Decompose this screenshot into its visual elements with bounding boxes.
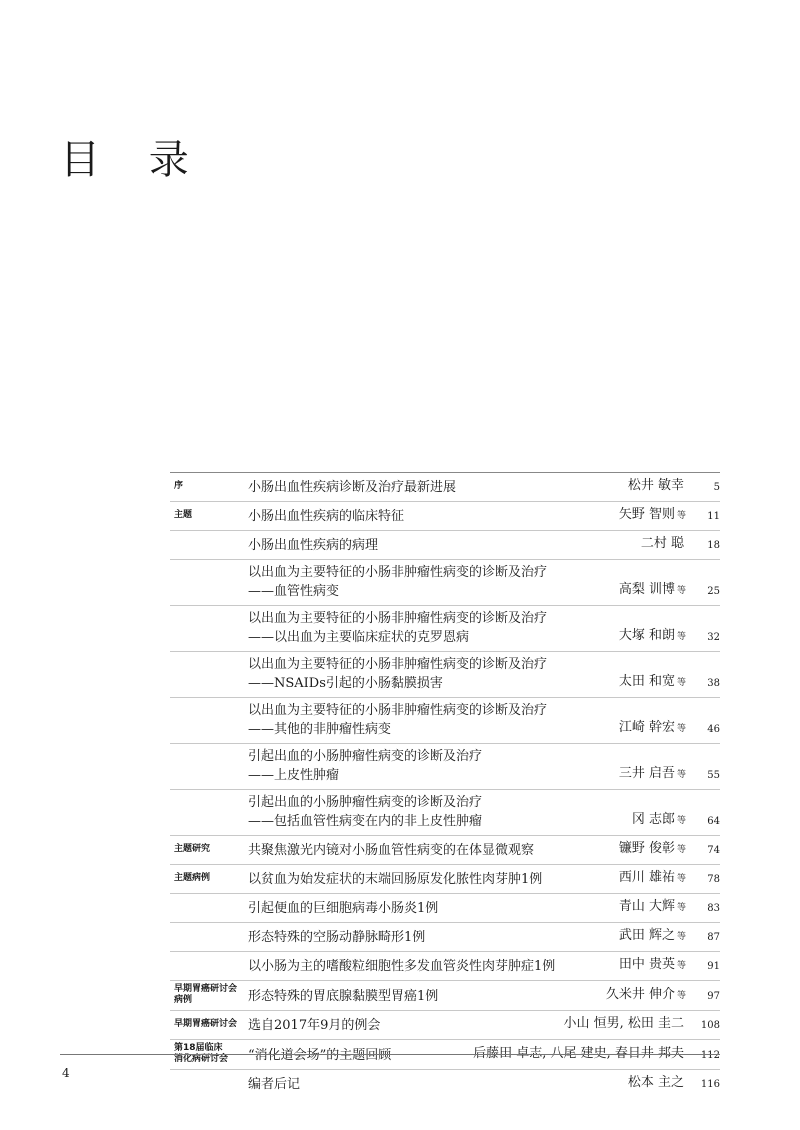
toc-page-number: 11: [707, 511, 720, 522]
toc-entry[interactable]: [170, 1011, 720, 1040]
toc-title-line: 形态特殊的空肠动静脉畸形1例: [248, 930, 426, 945]
toc-title: [248, 478, 628, 497]
toc-author-etc: 等: [676, 678, 686, 688]
toc-title-line: ——其他的非肿瘤性病变: [248, 722, 392, 737]
page-number: 4: [62, 1066, 70, 1080]
toc-title-line: 小肠出血性疾病诊断及治疗最新进展: [248, 480, 457, 495]
toc-author-etc: 等: [676, 770, 686, 780]
toc-author-name: 后藤田 卓志, 八尾 建史, 春日井 邦夫: [473, 1046, 684, 1061]
toc-category: [170, 701, 248, 739]
toc-entry[interactable]: [170, 1040, 720, 1070]
toc-title-line: ——上皮性肿瘤: [248, 768, 340, 783]
toc-title-line: “消化道会场”的主题回顾: [248, 1048, 392, 1063]
toc-title-line: 形态特殊的胃底腺黏膜型胃癌1例: [248, 989, 439, 1004]
toc-page-number: 64: [707, 816, 720, 827]
toc-author: [619, 839, 686, 860]
toc-entry[interactable]: [170, 606, 720, 652]
toc-category: [170, 534, 248, 555]
toc-category: 主题: [174, 510, 193, 520]
toc-title: [248, 1075, 628, 1094]
toc-author: [606, 985, 686, 1006]
toc-entry[interactable]: [170, 652, 720, 698]
toc-entry[interactable]: [170, 981, 720, 1011]
toc-entry[interactable]: [170, 952, 720, 981]
toc-author-name: 武田 辉之: [618, 928, 675, 943]
toc-page-number: 116: [700, 1079, 720, 1090]
toc-author-etc: 等: [676, 845, 686, 855]
toc-author-name: 三井 启吾: [618, 766, 675, 781]
toc-author-name: 矢野 智则: [618, 507, 675, 522]
toc-title: [248, 701, 619, 739]
toc-author-name: 青山 大辉: [618, 899, 675, 914]
toc-category: [170, 1073, 248, 1094]
toc-title: [248, 957, 619, 976]
table-of-contents: [170, 472, 720, 1098]
toc-author-etc: 等: [676, 932, 686, 942]
toc-title: [248, 747, 619, 785]
toc-author-name: 松本 主之: [627, 1075, 684, 1090]
toc-entry[interactable]: [170, 744, 720, 790]
toc-author-etc: 等: [676, 991, 686, 1001]
toc-category: [170, 793, 248, 831]
toc-author-etc: 等: [676, 632, 686, 642]
toc-author-etc: 等: [676, 961, 686, 971]
toc-entry[interactable]: [170, 790, 720, 836]
toc-title-line: 以出血为主要特征的小肠非肿瘤性病变的诊断及治疗: [248, 565, 548, 580]
toc-title: [248, 536, 641, 555]
toc-author: [619, 897, 686, 918]
toc-entry[interactable]: [170, 865, 720, 894]
toc-title-line: 小肠出血性疾病的临床特征: [248, 509, 405, 524]
toc-author-etc: 等: [676, 586, 686, 596]
toc-title-line: 引起出血的小肠肿瘤性病变的诊断及治疗: [248, 795, 483, 810]
toc-title-line: 以小肠为主的嗜酸粒细胞性多发血管炎性肉芽肿症1例: [248, 959, 556, 974]
toc-title-line: 以出血为主要特征的小肠非肿瘤性病变的诊断及治疗: [248, 703, 548, 718]
toc-author-name: 镰野 俊彰: [618, 841, 675, 856]
toc-title: [248, 841, 619, 860]
toc-title: [248, 987, 606, 1006]
toc-entry[interactable]: [170, 560, 720, 606]
toc-title-line: 编者后记: [248, 1077, 301, 1092]
toc-author-name: 大塚 和朗: [618, 628, 675, 643]
toc-page-number: 38: [707, 678, 720, 689]
toc-page-number: 83: [707, 903, 720, 914]
toc-title: [248, 1046, 473, 1065]
toc-author-etc: 等: [676, 903, 686, 913]
toc-category: [170, 897, 248, 918]
toc-title: [248, 899, 619, 918]
toc-title: [248, 870, 619, 889]
toc-title-line: ——包括血管性病变在内的非上皮性肿瘤: [248, 814, 483, 829]
toc-entry[interactable]: [170, 502, 720, 531]
toc-page-number: 74: [707, 845, 720, 856]
toc-page-number: 78: [707, 874, 720, 885]
toc-page-number: 91: [707, 961, 720, 972]
toc-title-line: 以出血为主要特征的小肠非肿瘤性病变的诊断及治疗: [248, 611, 548, 626]
toc-title: [248, 655, 619, 693]
toc-author: [628, 1073, 686, 1094]
toc-author: [632, 810, 686, 831]
toc-page-number: 18: [707, 540, 720, 551]
toc-category: [170, 563, 248, 601]
toc-title-line: 以出血为主要特征的小肠非肿瘤性病变的诊断及治疗: [248, 657, 548, 672]
toc-title: [248, 1016, 563, 1035]
toc-author-name: 高梨 训博: [618, 582, 675, 597]
toc-author: [619, 955, 686, 976]
toc-category: [170, 747, 248, 785]
footer-divider: [60, 1054, 720, 1055]
toc-author-name: 冈 志郎: [631, 812, 675, 827]
page-title: 目 录: [60, 137, 207, 183]
toc-author: [563, 1014, 686, 1035]
toc-author-name: 西川 雄祐: [618, 870, 675, 885]
toc-category: 早期胃癌研讨会: [174, 1019, 238, 1029]
toc-author: [619, 626, 686, 647]
toc-author: [619, 764, 686, 785]
toc-title-line: 共聚焦激光内镜对小肠血管性病变的在体显微观察: [248, 843, 535, 858]
toc-category: [170, 655, 248, 693]
toc-title: [248, 928, 619, 947]
toc-category: 序: [174, 481, 184, 491]
toc-page-number: 46: [707, 724, 720, 735]
toc-title-line: ——NSAIDs引起的小肠黏膜损害: [248, 676, 443, 691]
toc-title: [248, 507, 619, 526]
toc-page-number: 32: [707, 632, 720, 643]
toc-author-name: 江崎 幹宏: [618, 720, 675, 735]
toc-page-number: 5: [713, 482, 720, 493]
toc-author: [619, 505, 686, 526]
toc-author: [619, 718, 686, 739]
toc-author-etc: 等: [676, 874, 686, 884]
toc-category: 主题病例: [174, 873, 211, 883]
toc-title-line: 以贫血为始发症状的末端回肠原发化脓性肉芽肿1例: [248, 872, 543, 887]
toc-category: [170, 926, 248, 947]
toc-entry[interactable]: [170, 698, 720, 744]
toc-entry[interactable]: [170, 473, 720, 502]
toc-author-name: 小山 恒男, 松田 圭二: [563, 1016, 684, 1031]
toc-entry[interactable]: [170, 923, 720, 952]
toc-author: [641, 534, 686, 555]
toc-title-line: ——血管性病变: [248, 584, 340, 599]
toc-title: [248, 563, 619, 601]
toc-page-number: 87: [707, 932, 720, 943]
toc-author-name: 松井 敏幸: [627, 478, 684, 493]
toc-page-number: 25: [707, 586, 720, 597]
toc-page-number: 97: [707, 991, 720, 1002]
toc-category: [170, 609, 248, 647]
toc-author-name: 太田 和宽: [618, 674, 675, 689]
toc-author: [619, 672, 686, 693]
toc-category: [170, 955, 248, 976]
toc-page-number: 55: [707, 770, 720, 781]
toc-title-line: 选自2017年9月的例会: [248, 1018, 381, 1033]
toc-page-number: 112: [700, 1050, 720, 1061]
toc-category: 主题研究: [174, 844, 211, 854]
toc-author-name: 久米井 伸介: [605, 987, 675, 1002]
toc-title-line: 引起出血的小肠肿瘤性病变的诊断及治疗: [248, 749, 483, 764]
toc-category: 早期胃癌研讨会 病例: [174, 984, 238, 1005]
toc-author: [628, 476, 686, 497]
toc-entry[interactable]: [170, 894, 720, 923]
toc-title-line: 引起便血的巨细胞病毒小肠炎1例: [248, 901, 439, 916]
toc-title-line: 小肠出血性疾病的病理: [248, 538, 379, 553]
toc-entry[interactable]: [170, 531, 720, 560]
toc-author-name: 田中 贵英: [618, 957, 675, 972]
toc-author: [619, 926, 686, 947]
toc-page-number: 108: [700, 1020, 720, 1031]
toc-title: [248, 793, 632, 831]
toc-author: [619, 580, 686, 601]
toc-title-line: ——以出血为主要临床症状的克罗恩病: [248, 630, 470, 645]
toc-category: 第18届临床 消化病研讨会: [174, 1043, 229, 1064]
toc-author-etc: 等: [676, 724, 686, 734]
toc-author-etc: 等: [676, 816, 686, 826]
toc-title: [248, 609, 619, 647]
toc-author-etc: 等: [676, 511, 686, 521]
toc-entry[interactable]: [170, 836, 720, 865]
toc-author-name: 二村 聪: [640, 536, 684, 551]
toc-author: [619, 868, 686, 889]
toc-entry[interactable]: [170, 1070, 720, 1098]
